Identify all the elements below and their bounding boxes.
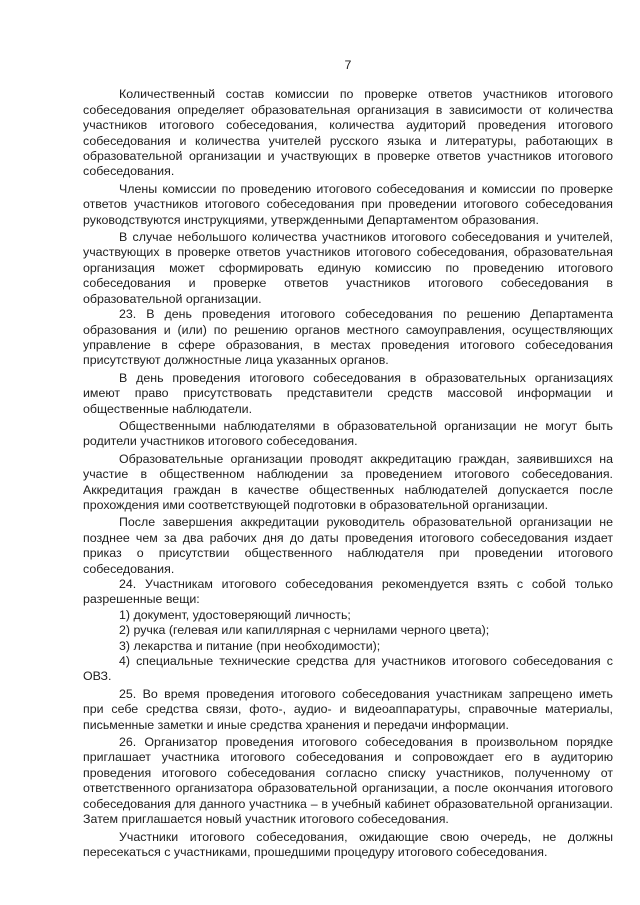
paragraph-media-presence: В день проведения итогового собеседования в образовательных организациях имеют право присутствовать представители средств массовой информации и общественные наблюдатели. <box>83 370 613 416</box>
paragraph-item-23: 23. В день проведения итогового собеседования по решению Департамента образования и (или) по решению органов местного самоуправления, осуществляющих управление в сфере образования, в местах проведения итогового собеседования присутствуют должностные лица указанных органов. <box>83 307 613 368</box>
list-item: 2) ручка (гелевая или капиллярная с чернилами черного цвета); <box>119 623 490 638</box>
list-item: 4) специальные технические средства для участников итогового собеседования с ОВЗ. <box>83 654 613 684</box>
list-item: 1) документ, удостоверяющий личность; <box>119 607 351 622</box>
allowed-items-list <box>83 608 613 685</box>
paragraph-accreditation-order: После завершения аккредитации руководитель образовательной организации не позднее чем за два рабочих дня до даты проведения итогового собеседования издает приказ о присутствии общественного наблюдателя при проведении итогового собеседования. <box>83 515 613 576</box>
page-number: 7 <box>344 58 352 72</box>
paragraph-item-24: 24. Участникам итогового собеседования рекомендуется взять с собой только разрешенные вещи: <box>83 577 613 607</box>
list-item: 3) лекарства и питание (при необходимости); <box>119 638 381 653</box>
paragraph-waiting-participants: Участники итогового собеседования, ожидающие свою очередь, не должны пересекаться с участниками, прошедшими процедуру итогового собеседования. <box>83 829 613 859</box>
paragraph-observers-restriction: Общественными наблюдателями в образовательной организации не могут быть родители участников итогового собеседования. <box>83 418 613 449</box>
paragraph-commission-members: Члены комиссии по проведению итогового собеседования и комиссии по проверке ответов участников итогового собеседования при проведении итогового собеседования руководствуются инструкциями, утвержденными Департаментом образования. <box>83 181 613 227</box>
paragraph-item-26: 26. Организатор проведения итогового собеседования в произвольном порядке приглашает участника итогового собеседования и сопровождает его в аудиторию проведения итогового собеседования согласно списку участников, полученному от ответственного организатора образовательной организации, а после окончания итогового собеседования для данного участника – в учебный кабинет образовательной организации. Затем приглашается новый участник итогового собеседования. <box>83 735 613 827</box>
paragraph-single-commission: В случае небольшого количества участников итогового собеседования и учителей, участвующих в проверке ответов участников итогового собеседования, образовательная организация может сформировать единую комиссию по проведению итогового собеседования и проверке ответов участников итогового собеседования в образовательной организации. <box>83 230 613 306</box>
paragraph-accreditation: Образовательные организации проводят аккредитацию граждан, заявившихся на участие в общественном наблюдении за проведением итогового собеседования. Аккредитация граждан в качестве общественных наблюдателей допускается после прохождения ими соответствующей подготовки в образовательной организации. <box>83 451 613 512</box>
paragraph-commission-composition: Количественный состав комиссии по проверке ответов участников итогового собеседования определяет образовательная организация в зависимости от количества участников итогового собеседования, количества аудиторий проведения итогового собеседования и количества учителей русского языка и литературы, работающих в образовательной организации и участвующих в проверке ответов участников итогового собеседования. <box>83 87 613 179</box>
paragraph-item-25: 25. Во время проведения итогового собеседования участникам запрещено иметь при себе средства связи, фото-, аудио- и видеоаппаратуры, справочные материалы, письменные заметки и иные средства хранения и передачи информации. <box>83 686 613 732</box>
